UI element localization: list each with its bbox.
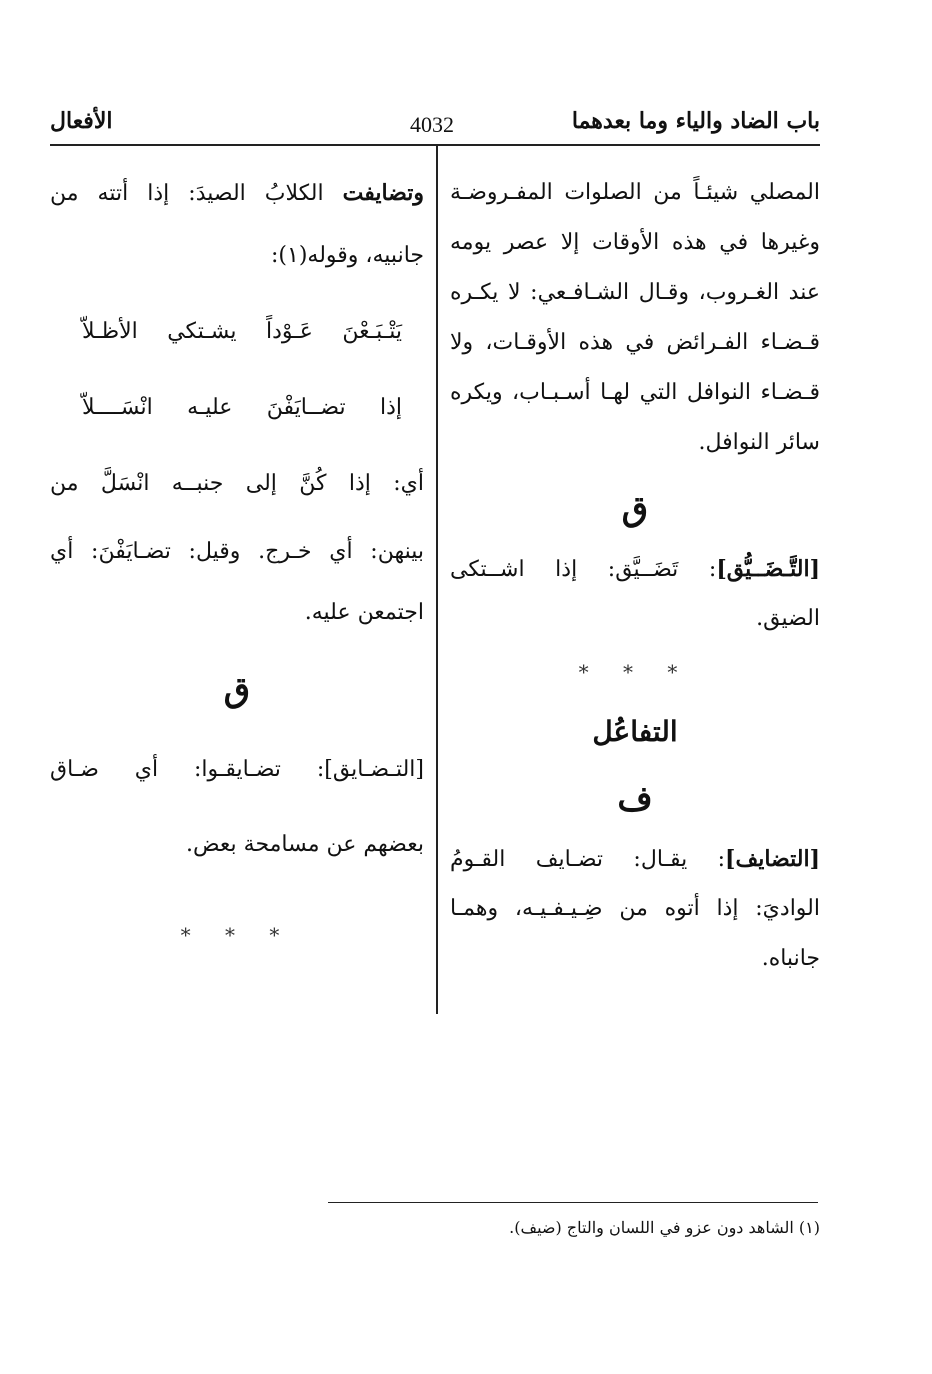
entry-headword: [التَّـضَــيُّق] bbox=[716, 556, 820, 582]
entry-tadayuf bbox=[450, 834, 820, 884]
right-column bbox=[450, 168, 820, 984]
footnote: (١) الشاهد دون عزو في اللسان والتاج (ضيف). bbox=[509, 1218, 820, 1237]
letter-heading-fa: ف bbox=[617, 779, 653, 819]
text-line: قـضـاء الفـرائض في هذه الأوقـات، ولا bbox=[450, 330, 820, 355]
text-line: جانباه. bbox=[761, 946, 820, 971]
text-line: سائر النوافل. bbox=[698, 430, 820, 455]
text-line: بعضهم عن مسامحة بعض. bbox=[185, 832, 424, 857]
entry-definition: الكلابُ الصيدَ: إذا أتته من bbox=[50, 181, 343, 206]
page-number: 4032 bbox=[410, 112, 454, 137]
verse-line: يَتْـبَـعْنَ عَـوْداً يشـتكي الأظـلاّ bbox=[82, 319, 402, 344]
text-line: المصلي شيئـاً من الصلوات المفـروضـة bbox=[450, 180, 820, 205]
letter-heading-qaf: ق bbox=[621, 489, 649, 529]
column-divider bbox=[436, 146, 438, 1014]
section-heading-tafaul: التفاعُل bbox=[592, 715, 678, 748]
section-separator-stars: * * * bbox=[180, 923, 294, 947]
entry-tadayuq bbox=[50, 730, 424, 810]
header-rule bbox=[50, 144, 820, 146]
running-chapter-label: الأفعال bbox=[50, 108, 113, 134]
text-line: اجتمعن عليه. bbox=[304, 600, 424, 625]
section-separator-stars: * * * bbox=[578, 660, 692, 684]
verse-line: إذا تضــايَفْنَ عليـه انْسَــــلاّ bbox=[82, 395, 402, 420]
text-line: الواديَ: إذا أتوه من ضِـيـفـيـه، وهمـا bbox=[450, 896, 820, 921]
text-line: قـضـاء النوافل التي لهـا أسـبـاب، ويكره bbox=[450, 380, 820, 405]
entry-definition: : تَضَــيَّق: إذا اشــتكى bbox=[450, 557, 717, 582]
entry-headword: [التـضـايق] bbox=[324, 757, 424, 782]
entry-tadayyuq bbox=[450, 544, 820, 594]
entry-definition: : تضـايقـوا: أي ضـاق bbox=[50, 757, 325, 782]
text-line: وغيرها في هذه الأوقات إلا عصر يومه bbox=[450, 230, 820, 255]
entry-headword: وتضايفت bbox=[342, 180, 424, 206]
text-line: بينهن: أي خـرج. وقيل: تضـايَفْنَ: أي bbox=[50, 539, 424, 564]
entry-definition: : يقـال: تضـايف القـومُ bbox=[450, 847, 726, 872]
footnote-rule bbox=[328, 1202, 818, 1203]
entry-tadayafat bbox=[50, 168, 424, 218]
text-line: جانبيه، وقوله(١): bbox=[270, 243, 424, 268]
entry-headword: [التضايف] bbox=[725, 846, 820, 872]
letter-heading-qaf: ق bbox=[223, 670, 251, 710]
text-line: عند الغـروب، وقـال الشـافـعي: لا يكـره bbox=[450, 280, 820, 305]
left-column bbox=[50, 168, 424, 980]
text-line: أي: إذا كُنَّ إلى جنبــه انْسَلَّ من bbox=[50, 471, 424, 496]
running-section-title: باب الضاد والياء وما بعدهما bbox=[571, 108, 820, 134]
page-header bbox=[50, 108, 820, 148]
text-line: الضيق. bbox=[756, 606, 820, 631]
